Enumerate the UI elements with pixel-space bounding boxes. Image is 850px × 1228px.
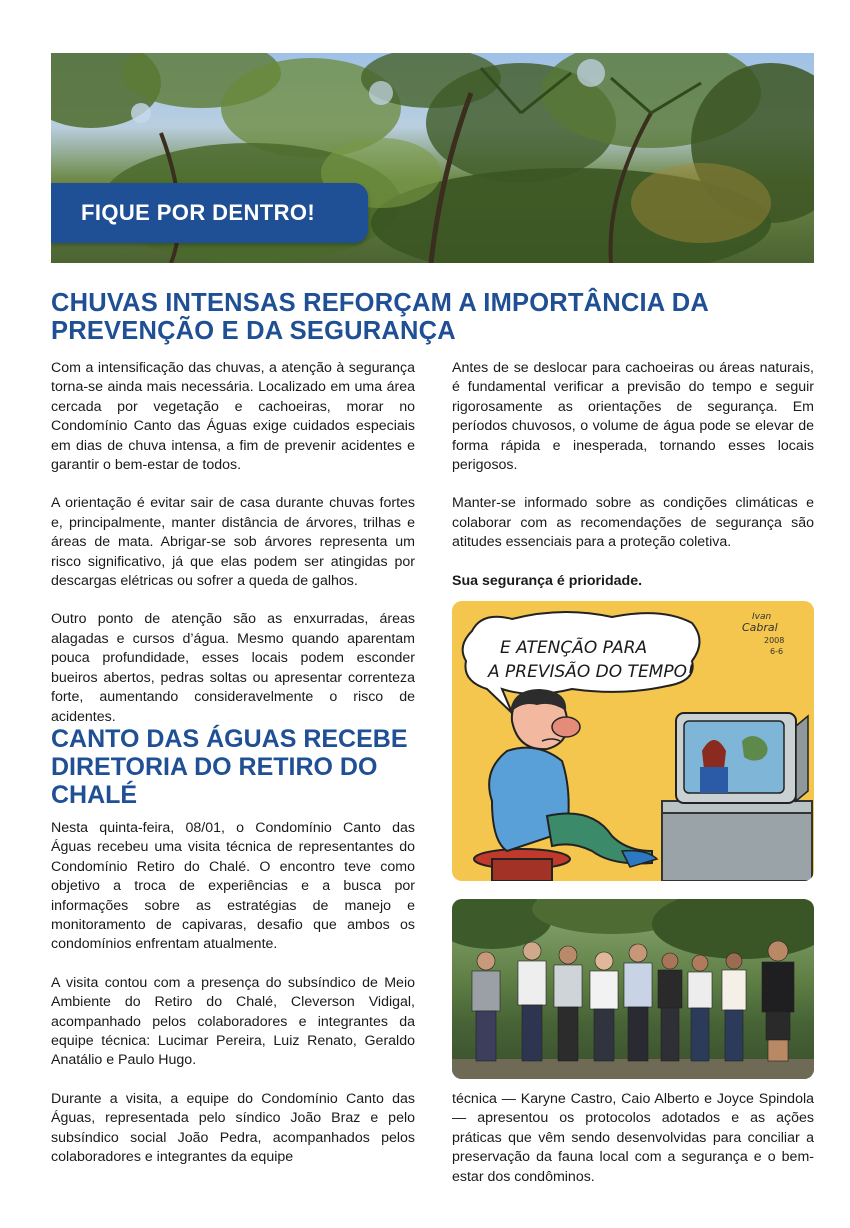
paragraph: Outro ponto de atenção são as enxurradas, áreas alagadas e cursos d’água. Mesmo quando aparentam pouca profundidade, esses locais podem esconder bueiros abertos, pedras soltas ou apresentar correnteza forte, aumentando consideravelmente o risco de acidentes.	[51, 611, 415, 725]
paragraph: Manter-se informado sobre as condições climáticas e colaborar com as recomendações de segurança são atitudes essenciais para a proteção coletiva.	[452, 495, 814, 551]
article-left-column	[51, 359, 415, 746]
signature-line4: 6-6	[770, 647, 784, 656]
speech-bubble-line2: A PREVISÃO DO TEMPO!	[488, 662, 694, 682]
article-right-column	[452, 359, 814, 610]
second-article-right-column	[452, 1090, 814, 1206]
paragraph: Nesta quinta-feira, 08/01, o Condomínio Canto das Águas recebeu uma visita técnica de representantes do Condomínio Retiro do Chalé. O encontro teve como objetivo a troca de experiências e a busca por informações sobre as estratégias de manejo e monitoramento de capivaras, desafio que ambos os condomínios enfrentam atualmente.	[51, 820, 415, 953]
section-banner: FIQUE POR DENTRO!	[51, 183, 368, 243]
emphasis-line: Sua segurança é prioridade.	[452, 572, 643, 589]
group-photo-illustration	[452, 899, 814, 1079]
paragraph: A orientação é evitar sair de casa durante chuvas fortes e, principalmente, manter distância de árvores, trilhas e áreas de mata. Abrigar-se sob árvores representa um risco significativo, já que elas podem ser atingidas por descargas elétricas ou sofrer a queda de galhos.	[51, 495, 415, 590]
article-headline: CHUVAS INTENSAS REFORÇAM A IMPORTÂNCIA DA PREVENÇÃO E DA SEGURANÇA	[51, 289, 709, 345]
weather-forecast-cartoon	[452, 601, 814, 881]
paragraph: Com a intensificação das chuvas, a atenção à segurança torna-se ainda mais necessária. Localizado em uma área cercada por vegetação e cachoeiras, morar no Condomínio Canto das Águas exige cuidados especiais em dias de chuva intensa, a fim de prevenir acidentes e garantir o bem-estar de todos.	[51, 360, 415, 474]
group-visit-photo	[452, 899, 814, 1079]
paragraph: técnica — Karyne Castro, Caio Alberto e Joyce Spindola — apresentou os protocolos adotados e as ações práticas que vêm sendo desenvolvidas para conciliar a preservação da fauna local com a segurança e o bem-estar dos condôminos.	[452, 1091, 814, 1185]
paragraph: Antes de se deslocar para cachoeiras ou áreas naturais, é fundamental verificar a previsão do tempo e seguir rigorosamente as orientações de segurança. Em períodos chuvosos, o volume de água pode se elevar de forma rápida e inesperada, tornando esses locais perigosos.	[452, 360, 814, 474]
signature-line2: Cabral	[742, 621, 778, 634]
paragraph: Durante a visita, a equipe do Condomínio Canto das Águas, representada pelo síndico João Braz e pelo subsíndico social João Pedra, acompanhados pelos colaboradores e integrantes da equipe	[51, 1090, 415, 1166]
second-article-left-column	[51, 819, 415, 1187]
second-article-headline: CANTO DAS ÁGUAS RECEBE DIRETORIA DO RETIRO DO CHALÉ	[51, 725, 408, 809]
cartoon-illustration	[452, 601, 814, 881]
paragraph: A visita contou com a presença do subsíndico de Meio Ambiente do Retiro do Chalé, Cleverson Vidigal, acompanhado pelos colaboradores e integrantes da equipe técnica: Lucimar Pereira, Luiz Renato, Geraldo Anatálio e Paulo Hugo.	[51, 974, 415, 1069]
speech-bubble-line1: E ATENÇÃO PARA	[500, 638, 648, 658]
signature-line1: Ivan	[752, 612, 772, 622]
header-tree-photo	[51, 53, 814, 263]
signature-line3: 2008	[764, 636, 785, 645]
